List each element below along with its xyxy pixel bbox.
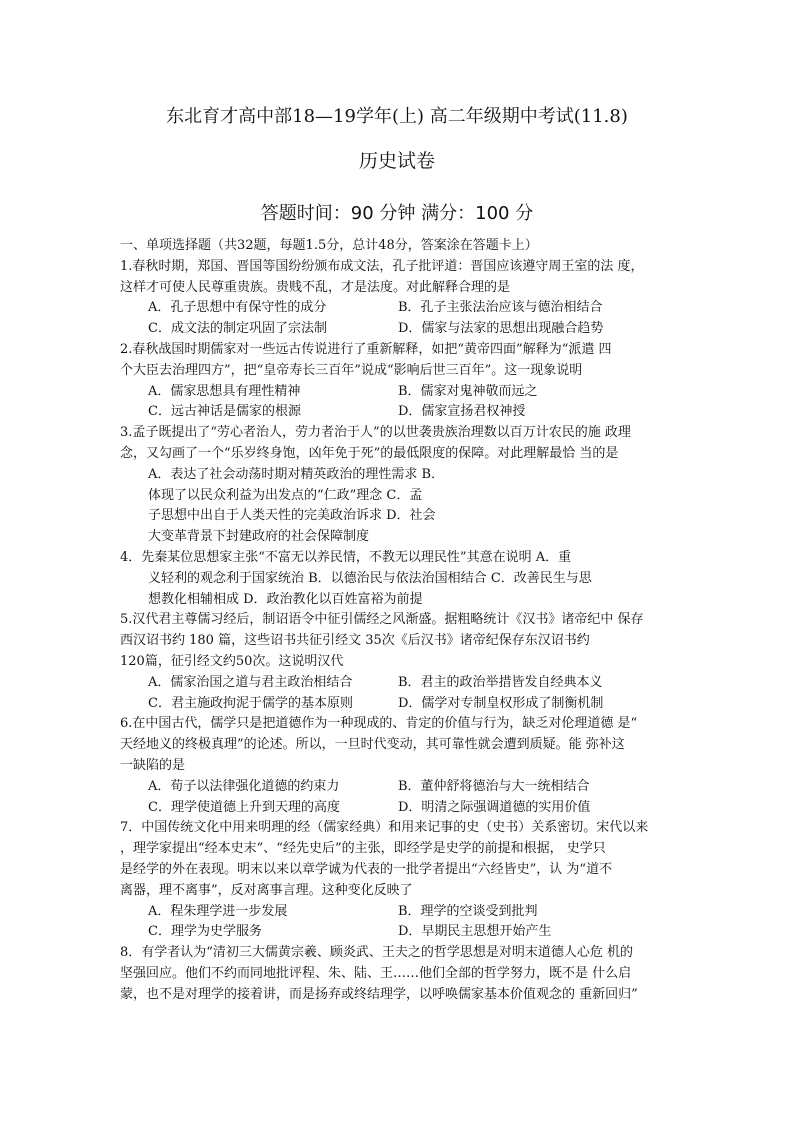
- text-line: 是经学的外在表现。明末以来以章学诚为代表的一批学者提出“六经皆史”，认 为“道不: [120, 861, 613, 877]
- text-line: 天经地义的终极真理”的论述。所以，一旦时代变动，其可靠性就会遭到质疑。能 弥补这: [120, 737, 625, 753]
- text-line: 2.春秋战国时期儒家对一些远古传说进行了重新解释，如把“黄帝四面”解释为“派遣 四: [120, 341, 612, 357]
- answer-option: C．成文法的制定巩固了宗法制: [148, 321, 327, 337]
- answer-option: B．儒家对鬼神敬而远之: [398, 383, 538, 399]
- exam-title: 东北育才高中部18—19学年(上) 高二年级期中考试(11.8): [166, 106, 628, 127]
- option-row: [120, 798, 682, 819]
- option-row: [120, 298, 682, 319]
- text-line: 大变革背景下封建政府的社会保障制度: [148, 529, 370, 545]
- time-score-line: 答题时间：90 分钟 满分：100 分: [260, 203, 534, 224]
- text-line: 蒙，也不是对理学的接着讲，而是扬弃或终结理学，以呼唤儒家基本价值观念的 重新回归”: [120, 986, 638, 1002]
- answer-option: D．儒学对专制皇权形成了制衡机制: [398, 695, 604, 711]
- text-line: ，理学家提出“经本史末”、“经先史后”的主张，即经学是史学的前提和根据， 史学只: [120, 841, 606, 857]
- text-line: 6.在中国古代，儒学只是把道德作为一种现成的、肯定的价值与行为，缺乏对伦理道德 是“: [120, 716, 638, 732]
- text-line: 念，又勾画了一个“乐岁终身饱，凶年免于死”的最低限度的保障。对此理解最恰 当的是: [120, 445, 619, 461]
- answer-option: D．早期民主思想开始产生: [398, 924, 552, 940]
- text-line: 体现了以民众利益为出发点的“仁政”理念 C．孟: [148, 487, 423, 503]
- text-line: 西汉诏书约 180 篇，这些诏书共征引经文 35次《后汉书》诸帝纪保存东汉诏书约: [120, 633, 590, 649]
- text-line: 子思想中出自于人类天性的完美政治诉求 D．社会: [148, 508, 436, 524]
- text-line: 义轻利的观念利于国家统治 B．以德治民与依法治国相结合 C．改善民生与思: [148, 570, 592, 586]
- answer-option: B．董仲舒将德治与大一统相结合: [398, 778, 590, 794]
- text-line: A．表达了社会动荡时期对精英政治的理性需求 B．: [148, 466, 445, 482]
- answer-option: A．孔子思想中有保守性的成分: [148, 300, 327, 316]
- answer-option: A．程朱理学进一步发展: [148, 903, 288, 919]
- text-line: 7．中国传统文化中用来明理的经（儒家经典）和用来记事的史（史书）关系密切。宋代以来: [120, 820, 649, 836]
- text-line: 4．先秦某位思想家主张“不富无以养民情，不教无以理民性”其意在说明 A．重: [120, 549, 572, 565]
- option-row: [120, 902, 682, 923]
- option-row: [120, 382, 682, 403]
- exam-content: [120, 236, 682, 1005]
- answer-option: C．君主施政拘泥于儒学的基本原则: [148, 695, 353, 711]
- option-row: [120, 319, 682, 340]
- text-line: 这样才可使人民尊重贵族。贵贱不乱，才是法度。对此解释合理的是: [120, 279, 511, 295]
- text-line: 3.孟子既提出了“劳心者治人，劳力者治于人”的以世袭贵族治理数以百万计农民的施 政理: [120, 425, 631, 441]
- answer-option: D．儒家宣扬君权神授: [398, 404, 526, 420]
- answer-option: B．理学的空谈受到批判: [398, 903, 538, 919]
- text-line: 5.汉代君主尊儒习经后，制诏语令中征引儒经之风渐盛。据粗略统计《汉书》诸帝纪中 保存: [120, 612, 644, 628]
- text-line: 离器，理不离事”，反对离事言理。这种变化反映了: [120, 882, 413, 898]
- text-line: 一缺陷的是: [120, 757, 186, 773]
- answer-option: B．君主的政治举措皆发自经典本义: [398, 674, 603, 690]
- option-row: [120, 922, 682, 943]
- text-line: 1.春秋时期，郑国、晋国等国纷纷颁布成文法，孔子批评道：晋国应该遵守周王室的法 度，: [120, 258, 644, 274]
- answer-option: A．荀子以法律强化道德的约束力: [148, 778, 340, 794]
- answer-option: C．理学为史学服务: [148, 924, 262, 940]
- text-line: 想教化相辅相成 D．政治教化以百姓富裕为前提: [148, 591, 423, 607]
- text-line: 坚强回应。他们不约而同地批评程、朱、陆、王……他们全部的哲学努力，既不是 什么启: [120, 965, 632, 981]
- option-row: [120, 777, 682, 798]
- text-line: 120篇，征引经文约50次。这说明汉代: [120, 653, 344, 669]
- answer-option: D．儒家与法家的思想出现融合趋势: [398, 321, 604, 337]
- answer-option: C．理学使道德上升到天理的高度: [148, 799, 340, 815]
- option-row: [120, 673, 682, 694]
- answer-option: A．儒家思想具有理性精神: [148, 383, 301, 399]
- text-line: 8．有学者认为“清初三大儒黄宗羲、顾炎武、王夫之的哲学思想是对明末道德人心危 机的: [120, 945, 634, 961]
- text-line: 一、单项选择题（共32题，每题1.5分，总计48分，答案涂在答题卡上）: [120, 238, 538, 253]
- answer-option: A．儒家治国之道与君主政治相结合: [148, 674, 353, 690]
- answer-option: D．明清之际强调道德的实用价值: [398, 799, 591, 815]
- text-line: 个大臣去治理四方”，把“皇帝寿长三百年”说成“影响后世三百年”。这一现象说明: [120, 362, 583, 378]
- option-row: [120, 402, 682, 423]
- answer-option: C．远古神话是儒家的根源: [148, 404, 301, 420]
- answer-option: B．孔子主张法治应该与德治相结合: [398, 300, 603, 316]
- option-row: [120, 694, 682, 715]
- subject-title: 历史试卷: [358, 150, 435, 172]
